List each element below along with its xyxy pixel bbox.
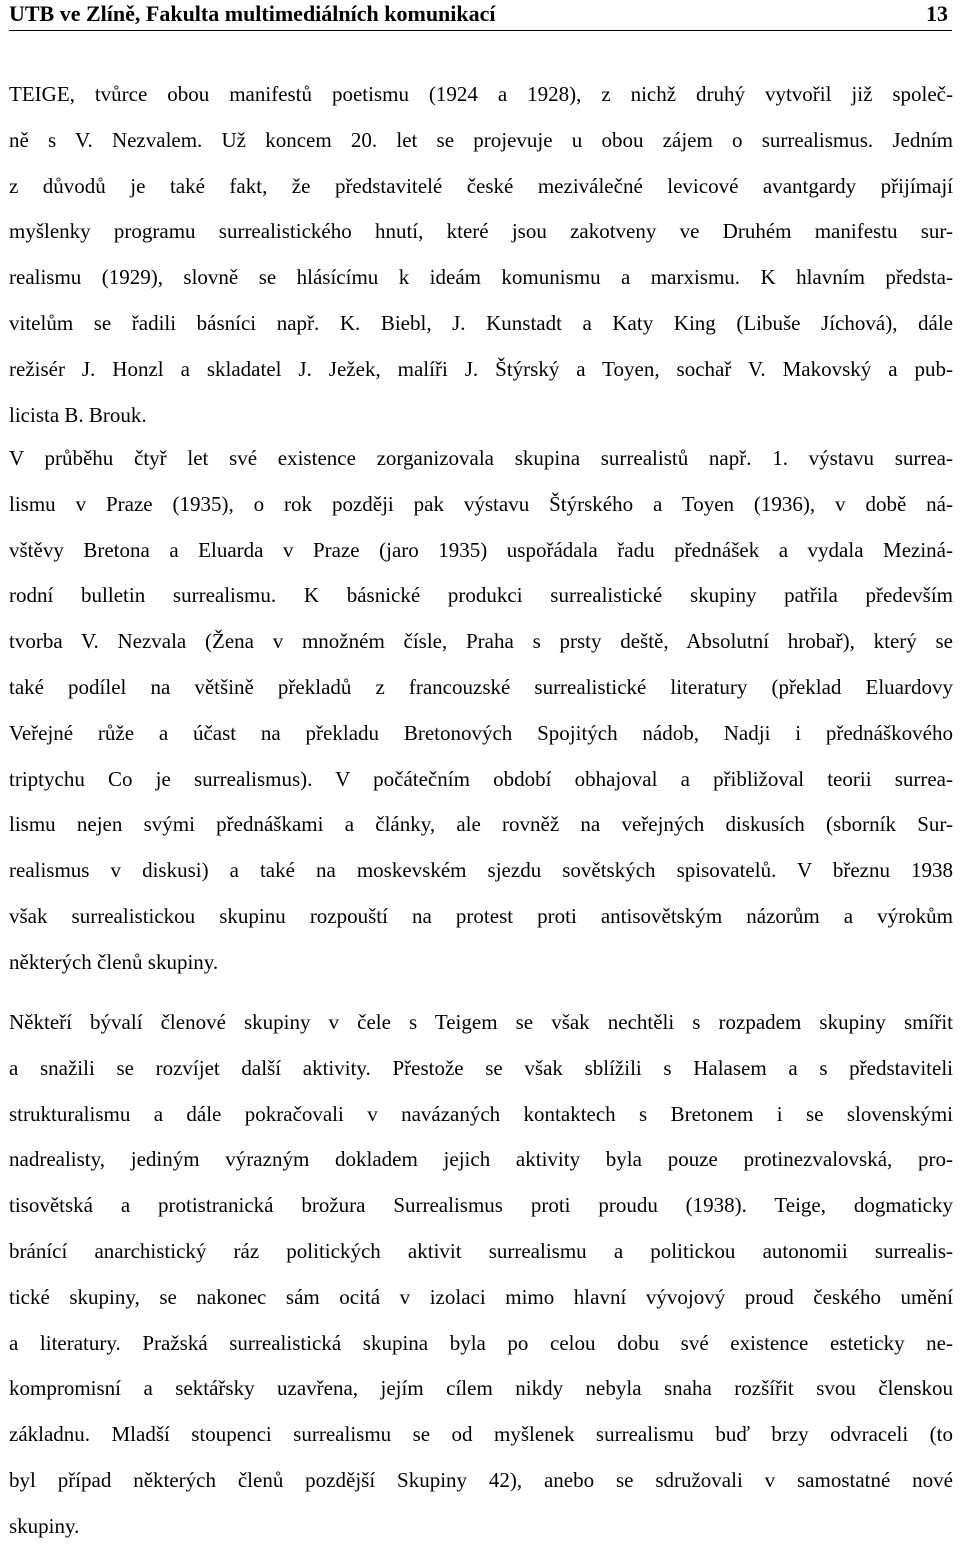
text-line: Někteří bývalí členové skupiny v čele s Teigem se však nechtěli s rozpadem skupiny smířit [9, 1010, 953, 1034]
text-line: z důvodů je také fakt, že představitelé české meziválečné levicové avantgardy přijímají [9, 173, 953, 198]
running-title: UTB ve Zlíně, Fakulta multimediálních komunikací [9, 1, 496, 26]
text-line: ně s V. Nezvalem. Už koncem 20. let se projevuje u obou zájem o surrealismus. Jedním [9, 127, 953, 152]
text-line: nadrealisty, jediným výrazným dokladem jejich aktivity byla pouze protinezvalovská, pro- [9, 1147, 953, 1172]
paragraph-2 [9, 436, 953, 986]
text-line: a literatury. Pražská surrealistická skupina byla po celou dobu své existence esteticky ne- [9, 1330, 953, 1355]
text-line: však surrealistickou skupinu rozpouští na protest proti antisovětským názorům a výrokům [9, 903, 953, 928]
text-line: byl případ některých členů pozdější Skupiny 42), anebo se sdružovali v samostatné nové [9, 1467, 953, 1492]
text-line: TEIGE, tvůrce obou manifestů poetismu (1924 a 1928), z nichž druhý vytvořil již společ- [9, 82, 953, 106]
text-line: strukturalismu a dále pokračovali v navázaných kontaktech s Bretonem i se slovenskými [9, 1101, 953, 1126]
text-line: tisovětská a protistranická brožura Surrealismus proti proudu (1938). Teige, dogmaticky [9, 1193, 953, 1218]
text-line: skupiny. [9, 1513, 80, 1538]
text-line: triptychu Co je surrealismus). V počátečním období obhajoval a přibližoval teorii surrea- [9, 766, 953, 791]
text-line: některých členů skupiny. [9, 949, 219, 974]
text-line: vštěvy Bretona a Eluarda v Praze (jaro 1935) uspořádala řadu přednášek a vydala Meziná- [9, 537, 953, 562]
text-line: myšlenky programu surrealistického hnutí, které jsou zakotveny ve Druhém manifestu sur- [9, 219, 953, 244]
text-line: V průběhu čtyř let své existence zorganizovala skupina surrealistů např. 1. výstavu surrea- [9, 446, 953, 470]
paragraph-1 [9, 72, 953, 438]
text-line: lismu v Praze (1935), o rok později pak výstavu Štýrského a Toyen (1936), v době ná- [9, 491, 953, 516]
text-line: také podílel na většině překladů z francouzské surrealistické literatury (překlad Eluardovy [9, 674, 953, 699]
text-line: kompromisní a sektářsky uzavřena, jejím cílem nikdy nebyla snaha rozšířit svou členskou [9, 1376, 953, 1401]
text-line: vitelům se řadili básníci např. K. Biebl, J. Kunstadt a Katy King (Libuše Jíchová), dále [9, 310, 953, 335]
text-line: realismu (1929), slovně se hlásícímu k ideám komunismu a marxismu. K hlavním předsta- [9, 265, 953, 290]
text-line: rodní bulletin surrealismu. K básnické produkci surrealistické skupiny patřila především [9, 583, 953, 608]
text-line: Veřejné růže a účast na překladu Bretonových Spojitých nádob, Nadji i přednáškového [9, 720, 953, 745]
text-line: základnu. Mladší stoupenci surrealismu se od myšlenek surrealismu buď brzy odvraceli (to [9, 1422, 953, 1447]
text-line: bránící anarchistický ráz politických aktivit surrealismu a politickou autonomii surrealis- [9, 1238, 953, 1263]
paragraph-3 [9, 1000, 953, 1550]
page-number: 13 [926, 1, 948, 26]
page-header [9, 0, 952, 31]
text-line: lismu nejen svými přednáškami a články, ale rovněž na veřejných diskusích (sborník Sur- [9, 812, 953, 837]
text-line: režisér J. Honzl a skladatel J. Ježek, malíři J. Štýrský a Toyen, sochař V. Makovský a pub- [9, 356, 953, 381]
text-line: realismus v diskusi) a také na moskevském sjezdu sovětských spisovatelů. V březnu 1938 [9, 858, 953, 883]
text-line: a snažili se rozvíjet další aktivity. Přestože se však sblížili s Halasem a s představiteli [9, 1055, 953, 1080]
text-line: licista B. Brouk. [9, 402, 147, 427]
text-line: tické skupiny, se nakonec sám ocitá v izolaci mimo hlavní vývojový proud českého umění [9, 1284, 953, 1309]
text-line: tvorba V. Nezvala (Žena v množném čísle, Praha s prsty deště, Absolutní hrobař), který se [9, 629, 953, 654]
